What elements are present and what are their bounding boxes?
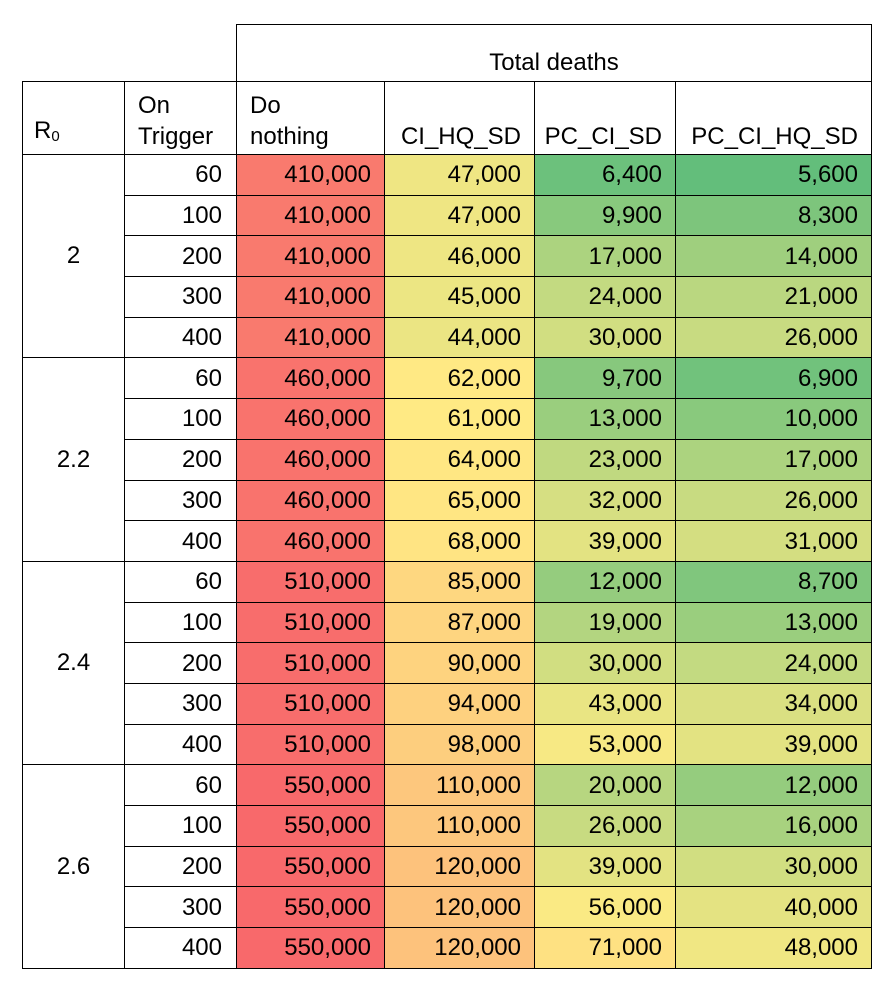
pc-ci-hq-sd-cell: 14,000	[676, 236, 872, 277]
blank-corner	[23, 25, 237, 82]
ci-hq-sd-cell: 120,000	[385, 846, 535, 887]
pc-ci-hq-sd-cell: 8,700	[676, 561, 872, 602]
trigger-cell: 200	[125, 643, 237, 684]
table-row	[23, 236, 872, 277]
r0-value-cell: 2.4	[23, 561, 125, 764]
ci-hq-sd-cell: 87,000	[385, 602, 535, 643]
table-row	[23, 277, 872, 318]
do-nothing-cell: 550,000	[237, 928, 385, 969]
table-row	[23, 399, 872, 440]
ci-hq-sd-cell: 46,000	[385, 236, 535, 277]
do-nothing-header: Do nothing	[237, 82, 385, 155]
trigger-cell: 200	[125, 236, 237, 277]
pc-ci-sd-cell: 32,000	[535, 480, 676, 521]
trigger-cell: 60	[125, 358, 237, 399]
pc-ci-sd-cell: 19,000	[535, 602, 676, 643]
ci-hq-sd-cell: 64,000	[385, 439, 535, 480]
pc-ci-sd-cell: 9,900	[535, 195, 676, 236]
do-nothing-cell: 460,000	[237, 358, 385, 399]
do-nothing-cell: 460,000	[237, 480, 385, 521]
table-row	[23, 806, 872, 847]
pc-ci-hq-sd-cell: 39,000	[676, 724, 872, 765]
do-nothing-cell: 410,000	[237, 155, 385, 196]
pc-ci-sd-cell: 23,000	[535, 439, 676, 480]
do-nothing-cell: 410,000	[237, 195, 385, 236]
ci-hq-sd-cell: 85,000	[385, 561, 535, 602]
r0-value-cell: 2	[23, 155, 125, 358]
do-nothing-cell: 510,000	[237, 561, 385, 602]
pc-ci-sd-cell: 9,700	[535, 358, 676, 399]
pc-ci-hq-sd-cell: 26,000	[676, 480, 872, 521]
ci-hq-sd-cell: 120,000	[385, 928, 535, 969]
trigger-cell: 400	[125, 724, 237, 765]
ci-hq-sd-cell: 68,000	[385, 521, 535, 562]
table-row	[23, 846, 872, 887]
pc-ci-hq-sd-cell: 26,000	[676, 317, 872, 358]
ci-hq-sd-cell: 120,000	[385, 887, 535, 928]
trigger-cell: 100	[125, 399, 237, 440]
table-row	[23, 887, 872, 928]
table-row	[23, 602, 872, 643]
pc-ci-sd-cell: 71,000	[535, 928, 676, 969]
pc-ci-hq-sd-cell: 24,000	[676, 643, 872, 684]
table-row	[23, 928, 872, 969]
do-nothing-cell: 410,000	[237, 317, 385, 358]
trigger-cell: 100	[125, 602, 237, 643]
table-row	[23, 317, 872, 358]
pc-ci-sd-cell: 24,000	[535, 277, 676, 318]
do-nothing-cell: 550,000	[237, 846, 385, 887]
trigger-cell: 300	[125, 277, 237, 318]
trigger-cell: 400	[125, 317, 237, 358]
do-nothing-cell: 510,000	[237, 683, 385, 724]
trigger-cell: 100	[125, 195, 237, 236]
table-row	[23, 358, 872, 399]
trigger-cell: 300	[125, 480, 237, 521]
pc-ci-sd-cell: 30,000	[535, 643, 676, 684]
pc-ci-sd-cell: 13,000	[535, 399, 676, 440]
trigger-cell: 300	[125, 683, 237, 724]
table-row	[23, 521, 872, 562]
trigger-cell: 60	[125, 765, 237, 806]
do-nothing-cell: 550,000	[237, 765, 385, 806]
pc-ci-hq-sd-cell: 31,000	[676, 521, 872, 562]
pc-ci-hq-sd-cell: 8,300	[676, 195, 872, 236]
table-row	[23, 643, 872, 684]
pc-ci-sd-cell: 20,000	[535, 765, 676, 806]
pc-ci-hq-sd-cell: 12,000	[676, 765, 872, 806]
trigger-cell: 200	[125, 439, 237, 480]
ci-hq-sd-cell: 47,000	[385, 195, 535, 236]
pc-ci-hq-sd-cell: 13,000	[676, 602, 872, 643]
pc-ci-hq-sd-cell: 17,000	[676, 439, 872, 480]
table-row	[23, 155, 872, 196]
pc-ci-hq-sd-cell: 16,000	[676, 806, 872, 847]
pc-ci-sd-cell: 6,400	[535, 155, 676, 196]
do-nothing-cell: 460,000	[237, 439, 385, 480]
pc-ci-hq-sd-cell: 30,000	[676, 846, 872, 887]
ci-hq-sd-cell: 110,000	[385, 806, 535, 847]
ci-hq-sd-cell: 65,000	[385, 480, 535, 521]
table-title: Total deaths	[237, 25, 872, 82]
ci-hq-sd-cell: 94,000	[385, 683, 535, 724]
pc-ci-sd-cell: 43,000	[535, 683, 676, 724]
do-nothing-cell: 550,000	[237, 806, 385, 847]
table-row	[23, 561, 872, 602]
pc-ci-sd-cell: 56,000	[535, 887, 676, 928]
ci-hq-sd-cell: 110,000	[385, 765, 535, 806]
table-row	[23, 765, 872, 806]
total-deaths-table	[22, 24, 872, 969]
table-row	[23, 480, 872, 521]
ci-hq-sd-cell: 45,000	[385, 277, 535, 318]
pc-ci-sd-cell: 17,000	[535, 236, 676, 277]
ci-hq-sd-cell: 90,000	[385, 643, 535, 684]
ci-hq-sd-cell: 47,000	[385, 155, 535, 196]
r0-value-cell: 2.6	[23, 765, 125, 968]
pc-ci-sd-cell: 26,000	[535, 806, 676, 847]
pc-ci-sd-cell: 12,000	[535, 561, 676, 602]
do-nothing-cell: 510,000	[237, 643, 385, 684]
ci-hq-sd-cell: 44,000	[385, 317, 535, 358]
do-nothing-cell: 460,000	[237, 521, 385, 562]
ci-hq-sd-cell: 61,000	[385, 399, 535, 440]
trigger-header: On Trigger	[125, 82, 237, 155]
table-body	[23, 155, 872, 969]
trigger-cell: 300	[125, 887, 237, 928]
ci-hq-sd-cell: 98,000	[385, 724, 535, 765]
pc-ci-hq-sd-cell: 10,000	[676, 399, 872, 440]
table-row	[23, 195, 872, 236]
pc-ci-hq-sd-cell: 40,000	[676, 887, 872, 928]
pc-ci-sd-cell: 39,000	[535, 521, 676, 562]
pc-ci-hq-sd-cell: 5,600	[676, 155, 872, 196]
pc-ci-sd-cell: 30,000	[535, 317, 676, 358]
trigger-cell: 60	[125, 155, 237, 196]
pc-ci-hq-sd-cell: 21,000	[676, 277, 872, 318]
do-nothing-cell: 410,000	[237, 277, 385, 318]
pc-ci-hq-sd-cell: 34,000	[676, 683, 872, 724]
trigger-cell: 100	[125, 806, 237, 847]
ci-hq-sd-cell: 62,000	[385, 358, 535, 399]
do-nothing-cell: 550,000	[237, 887, 385, 928]
pc-ci-hq-sd-cell: 48,000	[676, 928, 872, 969]
pc-ci-hq-sd-header: PC_CI_HQ_SD	[676, 82, 872, 155]
trigger-cell: 400	[125, 521, 237, 562]
pc-ci-hq-sd-cell: 6,900	[676, 358, 872, 399]
do-nothing-cell: 410,000	[237, 236, 385, 277]
trigger-cell: 60	[125, 561, 237, 602]
table-row	[23, 439, 872, 480]
r0-header: $R_0$	[23, 82, 125, 155]
do-nothing-cell: 460,000	[237, 399, 385, 440]
pc-ci-sd-cell: 53,000	[535, 724, 676, 765]
trigger-cell: 200	[125, 846, 237, 887]
pc-ci-sd-header: PC_CI_SD	[535, 82, 676, 155]
do-nothing-cell: 510,000	[237, 724, 385, 765]
trigger-cell: 400	[125, 928, 237, 969]
table-row	[23, 683, 872, 724]
table-row	[23, 724, 872, 765]
pc-ci-sd-cell: 39,000	[535, 846, 676, 887]
ci-hq-sd-header: CI_HQ_SD	[385, 82, 535, 155]
do-nothing-cell: 510,000	[237, 602, 385, 643]
r0-value-cell: 2.2	[23, 358, 125, 561]
